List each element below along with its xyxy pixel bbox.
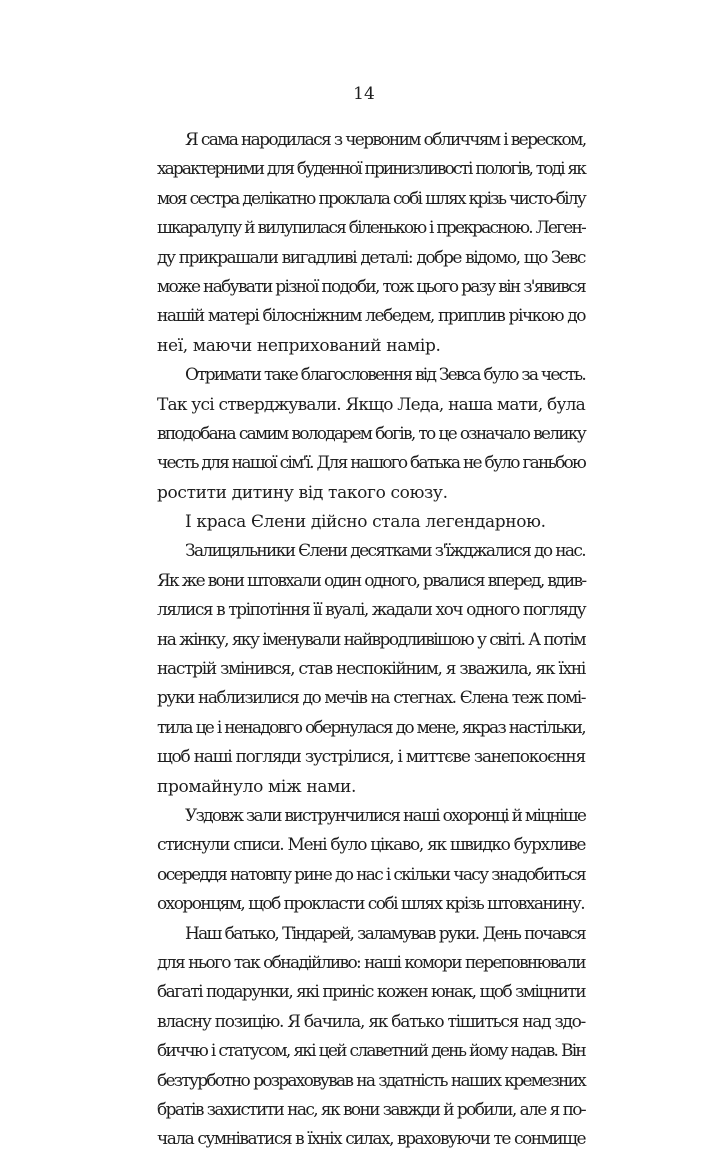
text-line: для нього так обнадійливо: наші комори переповнювали [157, 952, 585, 973]
text-line: ду прикрашали вигадливі деталі: добре відомо, що Зевс [157, 247, 585, 268]
body-text [157, 126, 585, 1155]
text-line: щоб наші погляди зустрілися, і миттєве занепокоєння [157, 747, 585, 768]
text-line: Залицяльники Єлени десятками з'їжджалися до нас. [185, 541, 585, 562]
text-line: Наш батько, Тіндарей, заламував руки. День почався [185, 923, 585, 944]
text-line: І краса Єлени дійсно стала легендарною. [185, 512, 546, 533]
text-line: неї, маючи неприхований намір. [157, 335, 441, 356]
page-number: 14 [353, 84, 375, 104]
text-line: охоронцям, щоб прокласти собі шлях крізь штовханину. [157, 894, 585, 915]
text-line: може набувати різної подоби, тож цього разу він з'явився [157, 276, 586, 297]
text-line: безтурботно розраховував на здатність наших кремезних [157, 1070, 585, 1091]
text-line: вподобана самим володарем богів, то це означало велику [157, 423, 585, 444]
text-line: чала сумніватися в їхніх силах, враховуючи те сонмище [157, 1129, 585, 1150]
text-line: Уздовж зали виструнчилися наші охоронці й міцніше [185, 805, 586, 826]
text-line: братів захистити нас, як вони завжди й робили, але я по- [157, 1099, 585, 1120]
text-line: моя сестра делікатно проклала собі шлях крізь чисто-білу [157, 188, 585, 209]
text-line: Як же вони штовхали один одного, рвалися вперед, вдив- [157, 570, 586, 591]
text-line: Отримати таке благословення від Зевса було за честь. [185, 365, 585, 386]
text-line: Я сама народилася з червоним обличчям і вереском, [185, 130, 586, 150]
text-line: настрій змінився, став неспокійним, я зважила, як їхні [157, 659, 585, 680]
text-line: нашій матері білосніжним лебедем, приплив річкою до [157, 306, 585, 327]
text-line: осереддя натовпу рине до нас і скільки часу знадобиться [157, 864, 586, 885]
text-line: биччю і статусом, які цей славетний день йому надав. Він [157, 1041, 585, 1062]
text-line: промайнуло між нами. [157, 776, 357, 797]
text-line: багаті подарунки, які приніс кожен юнак, щоб зміцнити [157, 982, 585, 1003]
text-line: лялися в тріпотіння її вуалі, жадали хоч одного погляду [157, 600, 586, 621]
text-line: власну позицію. Я бачила, як батько тішиться над здо- [157, 1011, 585, 1032]
text-line: честь для нашої сім'ї. Для нашого батька не було ганьбою [157, 453, 586, 474]
text-line: Так усі стверджували. Якщо Леда, наша мати, була [157, 394, 585, 415]
text-line: ростити дитину від такого союзу. [157, 482, 448, 503]
text-line: руки наблизилися до мечів на стегнах. Єлена теж помі- [157, 688, 585, 709]
text-line: тила це і ненадовго обернулася до мене, якраз настільки, [157, 717, 585, 738]
text-line: шкаралупу й вилупилася біленькою і прекрасною. Леген- [157, 218, 585, 239]
text-line: характерними для буденної принизливості пологів, тоді як [157, 159, 585, 180]
text-line: стиснули списи. Мені було цікаво, як швидко бурхливе [157, 835, 585, 856]
text-line: на жінку, яку іменували найвродливішою у світі. А потім [157, 629, 585, 650]
